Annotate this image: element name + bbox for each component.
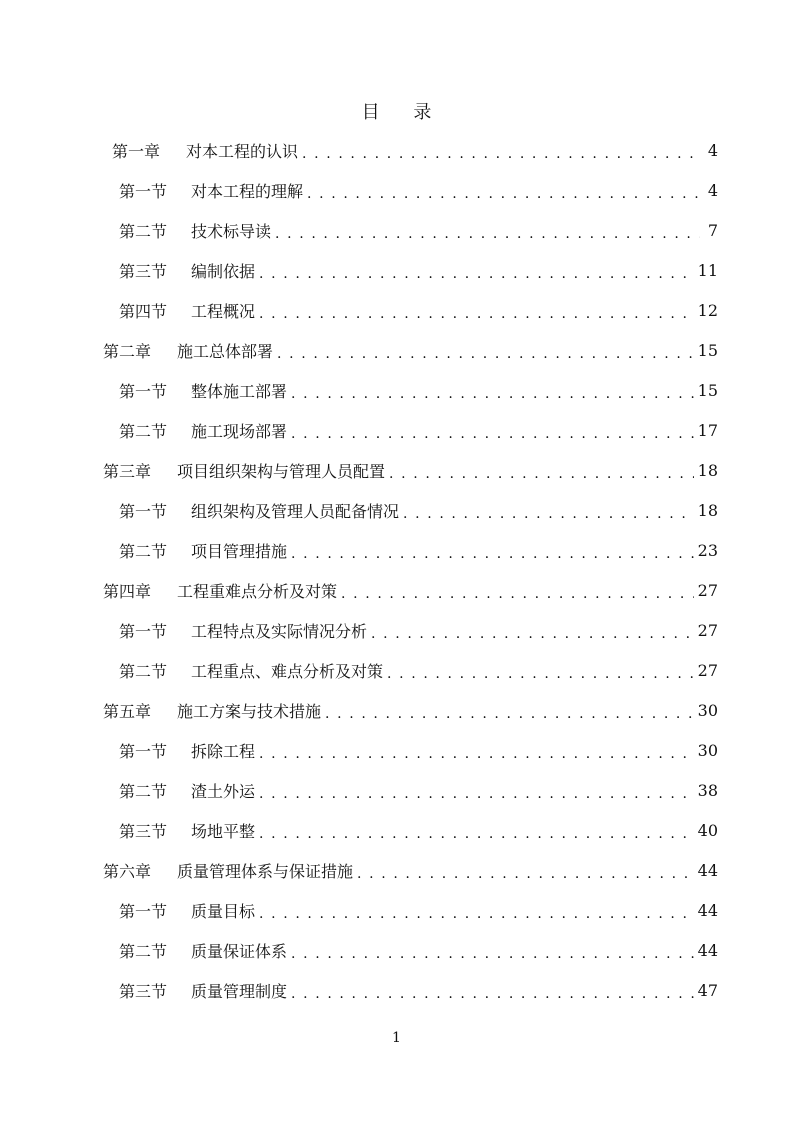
toc-entry-number: 第二节 bbox=[119, 781, 168, 801]
leader-dots bbox=[291, 543, 694, 561]
toc-entry-page: 27 bbox=[697, 660, 718, 680]
toc-entry-number: 第五章 bbox=[103, 701, 152, 721]
leader-dots bbox=[259, 263, 694, 281]
toc-entry[interactable] bbox=[119, 890, 718, 930]
toc-entry[interactable] bbox=[119, 250, 718, 290]
leader-dots bbox=[307, 183, 700, 201]
toc-entry-title: 工程重点、难点分析及对策 bbox=[191, 661, 384, 681]
toc-entry[interactable] bbox=[119, 810, 718, 850]
toc-entry[interactable] bbox=[119, 170, 718, 210]
leader-dots bbox=[325, 703, 694, 721]
toc-entry[interactable] bbox=[103, 570, 718, 610]
toc-entry-title: 质量保证体系 bbox=[191, 941, 288, 961]
toc-entry[interactable] bbox=[119, 610, 718, 650]
toc-entry-page: 27 bbox=[697, 620, 718, 640]
toc-entry-page: 44 bbox=[697, 940, 718, 960]
toc-entry-number: 第一章 bbox=[112, 141, 161, 161]
toc-entry-title: 工程特点及实际情况分析 bbox=[191, 621, 368, 641]
toc-entry-title: 施工方案与技术措施 bbox=[177, 701, 322, 721]
toc-entry-title: 编制依据 bbox=[191, 261, 256, 281]
toc-entry[interactable] bbox=[119, 730, 718, 770]
leader-dots bbox=[291, 983, 694, 1001]
leader-dots bbox=[259, 743, 694, 761]
leader-dots bbox=[291, 943, 694, 961]
leader-dots bbox=[259, 823, 694, 841]
toc-entry[interactable] bbox=[119, 290, 718, 330]
toc-entry-number: 第三节 bbox=[119, 981, 168, 1001]
toc-entry-page: 38 bbox=[697, 780, 718, 800]
toc-entry-page: 44 bbox=[697, 900, 718, 920]
leader-dots bbox=[341, 583, 694, 601]
toc-entry-page: 7 bbox=[707, 220, 718, 240]
toc-entry-title: 工程概况 bbox=[191, 301, 256, 321]
toc-entry-title: 场地平整 bbox=[191, 821, 256, 841]
toc-entry-number: 第三节 bbox=[119, 261, 168, 281]
toc-entry-number: 第三节 bbox=[119, 821, 168, 841]
toc-entry-number: 第一节 bbox=[119, 181, 168, 201]
toc-entry-title: 技术标导读 bbox=[191, 221, 272, 241]
toc-entry-number: 第一节 bbox=[119, 901, 168, 921]
toc-entry-page: 23 bbox=[697, 540, 718, 560]
toc-entry-page: 27 bbox=[697, 580, 718, 600]
leader-dots bbox=[302, 143, 700, 161]
toc-entry[interactable] bbox=[119, 490, 718, 530]
toc-entry-page: 12 bbox=[697, 300, 718, 320]
toc-entry-page: 18 bbox=[697, 500, 718, 520]
toc-entry-title: 工程重难点分析及对策 bbox=[177, 581, 338, 601]
leader-dots bbox=[277, 343, 694, 361]
toc-entry[interactable] bbox=[119, 650, 718, 690]
toc-entry-number: 第二节 bbox=[119, 941, 168, 961]
toc-entry-title: 整体施工部署 bbox=[191, 381, 288, 401]
toc-entry-page: 11 bbox=[697, 260, 718, 280]
leader-dots bbox=[387, 663, 694, 681]
toc-entry-title: 项目组织架构与管理人员配置 bbox=[177, 461, 386, 481]
toc-entry-number: 第四节 bbox=[119, 301, 168, 321]
leader-dots bbox=[389, 463, 694, 481]
toc-entry[interactable] bbox=[112, 130, 718, 170]
leader-dots bbox=[403, 503, 694, 521]
leader-dots bbox=[291, 423, 694, 441]
toc-entry[interactable] bbox=[119, 930, 718, 970]
toc-entry[interactable] bbox=[103, 690, 718, 730]
toc-entry-number: 第二章 bbox=[103, 341, 152, 361]
toc-entry-title: 施工现场部署 bbox=[191, 421, 288, 441]
leader-dots bbox=[291, 383, 694, 401]
toc-entry-number: 第一节 bbox=[119, 501, 168, 521]
toc-entry-number: 第四章 bbox=[103, 581, 152, 601]
toc-entry-number: 第一节 bbox=[119, 621, 168, 641]
page-number: 1 bbox=[392, 1030, 401, 1046]
toc-entry-number: 第二节 bbox=[119, 421, 168, 441]
toc-entry-title: 质量管理制度 bbox=[191, 981, 288, 1001]
leader-dots bbox=[357, 863, 694, 881]
toc-entry-page: 18 bbox=[697, 460, 718, 480]
toc-entry-number: 第二节 bbox=[119, 541, 168, 561]
toc-entry-title: 对本工程的理解 bbox=[191, 181, 304, 201]
leader-dots bbox=[371, 623, 694, 641]
toc-entry-title: 对本工程的认识 bbox=[186, 141, 299, 161]
toc-entry-page: 40 bbox=[697, 820, 718, 840]
toc-entry-title: 质量目标 bbox=[191, 901, 256, 921]
toc-entry-title: 组织架构及管理人员配备情况 bbox=[191, 501, 400, 521]
toc-entry-page: 44 bbox=[697, 860, 718, 880]
toc-entry[interactable] bbox=[119, 970, 718, 1010]
toc-entry[interactable] bbox=[119, 770, 718, 810]
toc-entry-number: 第一节 bbox=[119, 381, 168, 401]
toc-entry-page: 4 bbox=[707, 180, 718, 200]
toc-entry[interactable] bbox=[119, 410, 718, 450]
toc-entry[interactable] bbox=[119, 210, 718, 250]
leader-dots bbox=[275, 223, 700, 241]
toc-entry-number: 第二节 bbox=[119, 221, 168, 241]
leader-dots bbox=[259, 303, 694, 321]
toc-entry[interactable] bbox=[103, 330, 718, 370]
toc-entry-number: 第一节 bbox=[119, 741, 168, 761]
toc-entry-page: 15 bbox=[697, 380, 718, 400]
toc-entry-title: 渣土外运 bbox=[191, 781, 256, 801]
toc-entry-page: 30 bbox=[697, 740, 718, 760]
toc-entry-page: 17 bbox=[697, 420, 718, 440]
toc-entry-page: 47 bbox=[697, 980, 718, 1000]
toc-entry[interactable] bbox=[119, 530, 718, 570]
toc-entry-title: 质量管理体系与保证措施 bbox=[177, 861, 354, 881]
toc-entry[interactable] bbox=[103, 450, 718, 490]
toc-entry-title: 施工总体部署 bbox=[177, 341, 274, 361]
toc-entry-page: 15 bbox=[697, 340, 718, 360]
toc-entry-page: 30 bbox=[697, 700, 718, 720]
toc-entry[interactable] bbox=[119, 370, 718, 410]
toc-entry-number: 第三章 bbox=[103, 461, 152, 481]
leader-dots bbox=[259, 903, 694, 921]
toc-entry-page: 4 bbox=[707, 140, 718, 160]
toc-entry-number: 第二节 bbox=[119, 661, 168, 681]
toc-entry-title: 拆除工程 bbox=[191, 741, 256, 761]
toc-entry-title: 项目管理措施 bbox=[191, 541, 288, 561]
leader-dots bbox=[259, 783, 694, 801]
toc-entry[interactable] bbox=[103, 850, 718, 890]
toc-title: 目 录 bbox=[361, 102, 446, 123]
toc-entry-number: 第六章 bbox=[103, 861, 152, 881]
